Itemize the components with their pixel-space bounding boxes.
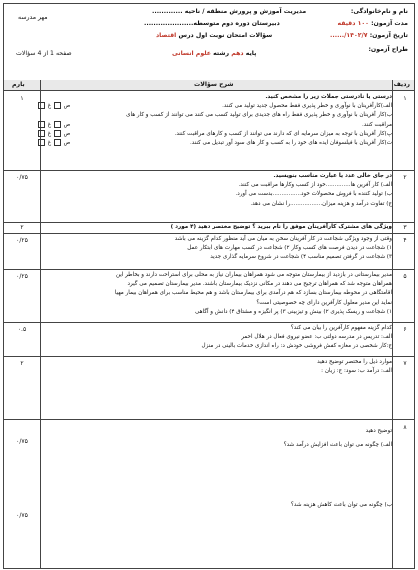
sub-question-b: ب) چگونه می توان باعث کاهش هزینه شد؟: [290, 502, 392, 508]
statement-a: الف)کارآفرینان با نوآوری و خطر پذیری فقط محصول جدید تولید می کنند. ص غ: [67, 102, 392, 111]
option-line: ج:کار شخصی در مغازه کفش فروشی خودش د: راه اندازی خدمات بالینی در منزل: [201, 343, 392, 350]
table-header: [4, 80, 414, 91]
school-line: دبیرستان دوره دوم متوسطه.....................: [144, 20, 280, 27]
row-divider: [4, 356, 414, 357]
blank-a: الف) کار آفرین ها..............خود از کسب وکارها مراقبت می کنند.: [238, 182, 392, 189]
option-line: ۳) شجاعت در گرفتن تصمیم مناسب ۴) شجاعت در شروع سرمایه گذاری جدید: [210, 254, 392, 261]
blank-b: ب) تولید کننده با فروش محصولات خود................بدست می آورد.: [235, 191, 392, 198]
question-prompt: نماید این مدیر معلول کارآفرین دارای چه خصوصیتی است؟: [256, 299, 392, 306]
question-6: [67, 324, 392, 352]
question-number: ۲: [403, 174, 407, 181]
question-number: ۱: [403, 95, 407, 102]
question-prompt: درستی یا نادرستی جملات زیر را مشخص کنید.: [265, 94, 392, 100]
true-checkbox[interactable]: [54, 139, 61, 146]
score-column-divider: [40, 80, 41, 568]
page-info: صفحه 1 از 4 سؤالات: [16, 50, 72, 57]
statement-d: ت)کار آفرینان با فیلسوفان ایده های خود را به کسب و کار های سود آور تبدیل می کنند. ص غ: [67, 139, 392, 148]
col-questions: شرح سؤالات: [194, 81, 234, 88]
designer-label: طراح آزمون:: [368, 46, 408, 53]
statement-b: ب)کار آفرینان با نوآوری و خطر پذیری فقط راه های جدیدی برای تولید کسب می کنند می توانند از کسب و کار های: [126, 112, 392, 119]
question-number: ۶: [403, 326, 407, 333]
option-line: ۱) شجاعت و ریسک پذیری ۲) بینش و تیزبینی ۳) پر انگیزه و مشتاق ۴) دانش و آگاهی: [195, 308, 392, 315]
question-prompt: کدام گزینه مفهوم کارآفرین را بیان می کند؟: [290, 325, 392, 331]
exam-header: [4, 4, 414, 81]
col-row: ردیف: [393, 81, 410, 88]
date-line: تاریخ آزمون: ۱۴۰۲/۷/......: [330, 32, 408, 39]
question-score: ۲: [20, 360, 24, 367]
false-checkbox[interactable]: [38, 102, 45, 109]
blank-c: ج) تفاوت درآمد و هزینه میزان..................را نشان می دهد.: [250, 200, 392, 207]
question-score: ۰/۲۵: [16, 273, 28, 280]
question-number: ۵: [403, 273, 407, 280]
exam-page: [3, 3, 415, 569]
option-line: ۱) شجاعت در دیدن فرصت های کسب وکار ۲) شجاعت در کسب مهارت های ابتکار عمل: [187, 245, 392, 252]
question-8: [67, 424, 392, 512]
question-prompt: در جای خالی عدد یا عبارت مناسب بنویسید.: [273, 173, 392, 179]
row-divider: [4, 170, 414, 171]
true-false-boxes[interactable]: ص غ: [37, 121, 70, 130]
question-score: ۰/۷۵: [16, 174, 28, 181]
question-5: [67, 271, 392, 317]
question-score: ۲: [20, 224, 24, 231]
question-prompt: موارد ذیل را مختصر توضیح دهید: [317, 359, 392, 365]
grade-line: پایه دهم رشته علوم انسانی: [172, 50, 257, 57]
question-number: ۳: [403, 224, 407, 231]
statement-c: پ)کار آفرینان با توجه به میزان سرمایه ای که دارند می توانند از کسب و کارهای مراقبت کنند. ص غ: [67, 130, 392, 139]
col-score: بارم: [12, 81, 25, 88]
question-prompt: ویژگی های مشترک کارآفرینان موفق را نام ببرید ؟ توضیح مختصر دهید (۴ مورد ): [170, 224, 392, 230]
question-3: [67, 223, 392, 232]
true-false-boxes[interactable]: ص غ: [37, 130, 70, 139]
false-checkbox[interactable]: [38, 130, 45, 137]
question-7: [67, 358, 392, 376]
school-stamp: مهر مدرسه: [18, 14, 48, 21]
sub-items: الف: درآمد ب: سود: ج: زیان :: [321, 368, 392, 375]
question-score: ۰/۷۵: [16, 512, 28, 519]
true-false-boxes[interactable]: ص غ: [37, 102, 70, 111]
true-checkbox[interactable]: [54, 130, 61, 137]
name-label: نام و نام‌خانوادگی:: [350, 8, 408, 15]
false-checkbox[interactable]: [38, 139, 45, 146]
row-divider: [4, 419, 414, 420]
question-4: [67, 235, 392, 263]
row-divider: [4, 322, 414, 323]
scenario-line: همراهان متوجه شد که همراهان ترجیح می دهند در مکانی نزدیک بیمارستان باشند. مدیر بیمارستان تصمیم می گیرد: [127, 281, 392, 288]
question-score: ۱: [20, 95, 24, 102]
scenario-line: مدیر بیمارستانی در بازدید از بیمارستان متوجه می شود همراهان بیماران نیاز به محلی برای استراحت دارند و بخاطر این: [115, 272, 392, 278]
question-number: ۸: [403, 424, 407, 431]
exam-title: سؤالات امتحان نوبت اول درس اقتصاد: [156, 32, 273, 39]
sub-question-a: الف) چگونه می توان باعث افزایش درآمد شد؟: [283, 442, 392, 448]
duration-line: مدت آزمون: ۱۰۰ دقیقه: [337, 20, 408, 27]
false-checkbox[interactable]: [38, 121, 45, 128]
row-divider: [4, 269, 414, 270]
question-1: [46, 93, 392, 148]
statement-b-cont: مراقبت کنند. ص غ: [67, 121, 392, 130]
row-column-divider: [392, 80, 393, 568]
row-divider: [4, 233, 414, 234]
question-score: ۰.۵: [17, 326, 27, 333]
scenario-line: اقامتگاهی در محوطه بیمارستان بسازد که هم درآمدی برای بیمارستان باشد و هم محیط مناسب برای همراهان بیمار مهیا: [114, 290, 392, 297]
question-2: [67, 172, 392, 209]
question-prompt: توضیح دهید: [365, 428, 392, 434]
question-prompt: وقتی از وجود ویژگی شجاعت در کار آفرینان سخن به میان می آید منظور کدام گزینه می باشد: [174, 236, 392, 242]
true-false-boxes[interactable]: ص غ: [37, 139, 70, 148]
option-line: الف: تدریس در مدرسه دولتی ب: عضو نیروی فعال در هلال احمر: [241, 334, 392, 341]
ministry-line: مدیریت آموزش و پرورش منطقه / ناحیه .............: [152, 8, 307, 15]
question-score: ۰/۷۵: [16, 438, 28, 445]
answer-space: [67, 452, 392, 498]
question-number: ۷: [403, 360, 407, 367]
question-score: ۰/۲۵: [16, 237, 28, 244]
question-number: ۴: [403, 237, 407, 244]
true-checkbox[interactable]: [54, 102, 61, 109]
true-checkbox[interactable]: [54, 121, 61, 128]
